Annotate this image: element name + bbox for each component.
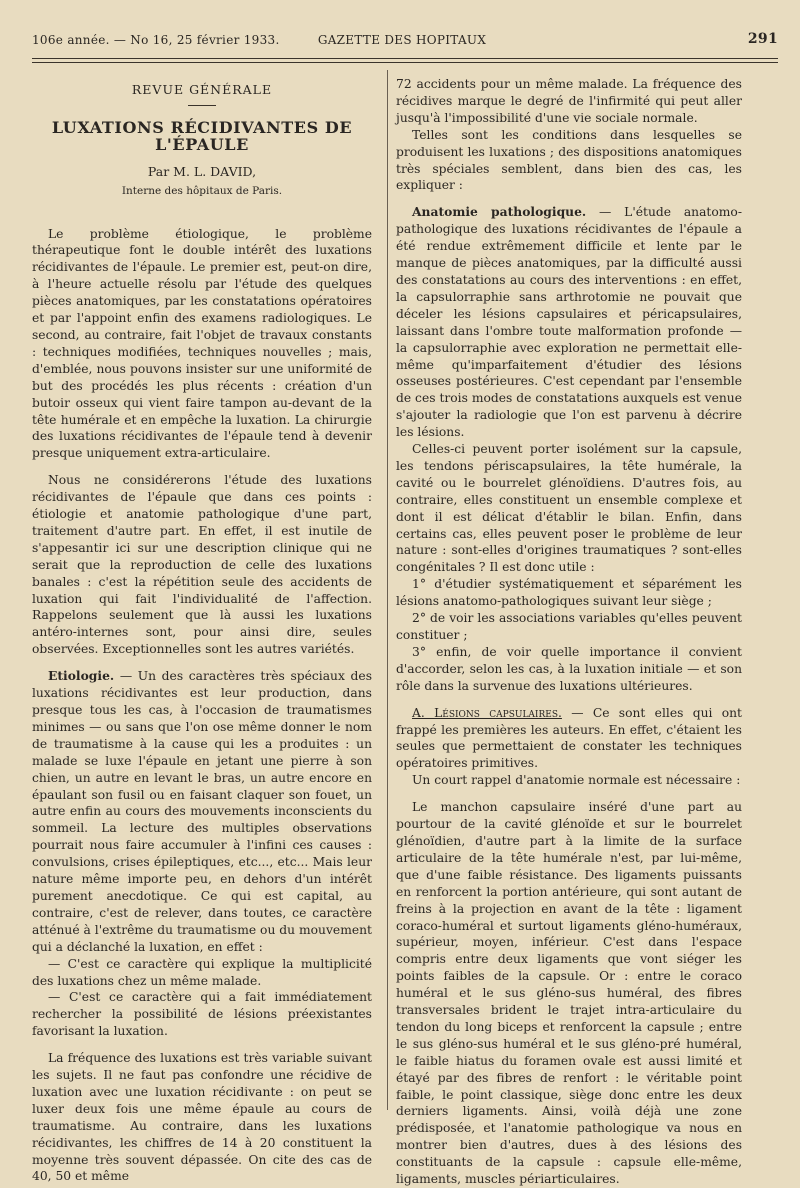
paragraph-text: — C'est ce caractère qui a fait immédiatement rechercher la possibilité de lésions préexistantes favorisant la luxation. [32, 990, 372, 1039]
running-header [32, 33, 778, 51]
paragraph [396, 576, 742, 610]
author-line: Par M. L. DAVID, [147, 163, 257, 179]
paragraph-text: Un court rappel d'anatomie normale est nécessaire : [412, 773, 741, 788]
paragraph [396, 799, 742, 1188]
paragraph-text: La fréquence des luxations est très variable suivant les sujets. Il ne faut pas confondre une récidive de luxation avec une luxation récidivante : on peut se luxer deux fois une même épaule au cours de traumatisme. Au contraire, dans les luxations récidivantes, les chiffres de 14 à 20 constituent la moyenne très souvent dépassée. On cite des cas de 40, 50 et même [32, 1051, 372, 1184]
paragraph-text: — Un des caractères très spéciaux des luxations récidivantes est leur production, dans presque tous les cas, à l'occasion de traumatismes minimes — ou sans que l'on ose même donner le nom de traumatisme à la cause qui les a produites : un malade se luxe l'épaule en jetant une pierre à son chien, un autre en levant le bras, un autre encore en épaulant son fusil ou en faisant claquer son fouet, un autre enfin au cours des mouvements inconscients du sommeil. La lecture des multiples observations pourrait nous faire accumuler à l'infini ces causes : convulsions, crises épileptiques, etc..., etc... Mais leur nature même importe peu, en dehors d'un intérêt purement anecdotique. Ce qui est capital, au contraire, c'est de relever, dans toutes, ce caractère atténué à l'extrême du traumatisme ou du mouvement qui a déclanché la luxation, en effet : [32, 669, 372, 954]
paragraph [396, 644, 742, 695]
section-title: REVUE GÉNÉRALE [131, 82, 273, 97]
section-run-in-heading: Anatomie pathologique. [412, 204, 587, 220]
left-column [32, 76, 372, 1185]
section-run-in-heading: Etiologie. [48, 668, 115, 684]
author-affiliation: Interne des hôpitaux de Paris. [121, 184, 283, 197]
paragraph [32, 956, 372, 990]
paragraph-text: Telles sont les conditions dans lesquelles se produisent les luxations ; des dispositions anatomiques très spéciales semblent, dans bien des cas, les expliquer : [396, 127, 742, 193]
paragraph-text: — Ce sont elles qui ont frappé les premières les auteurs. En effet, c'étaient les seules que permettaient de constater les techniques opératoires primitives. [396, 705, 742, 771]
subsection-heading: A. Lésions capsulaires. [412, 705, 562, 720]
title-rule [188, 105, 216, 106]
paragraph-text: Le problème étiologique, le problème thérapeutique font le double intérêt des luxations récidivantes de l'épaule. Le premier est, peut-on dire, à l'heure actuelle résolu par l'étude des quelques pièces anatomiques, par les constatations opératoires et par l'appoint enfin des examens radiologiques. Le second, au contraire, fait l'objet de travaux constants : techniques modifiées, techniques nouvelles ; mais, d'emblée, nous pouvons insister sur une uniformité de but des procédés les plus récents : création d'un butoir osseux qui vient faire tampon au-devant de la tête humérale et en empêche la luxation. La chirurgie des luxations récidivantes de l'épaule tend à devenir presque uniquement extra-articulaire. [32, 226, 372, 461]
paragraph [32, 1050, 372, 1185]
paragraph [396, 76, 742, 127]
paragraph [396, 610, 742, 644]
column-separator [387, 70, 388, 1110]
paragraph [32, 989, 372, 1040]
paragraph [32, 472, 372, 658]
left-body-text [32, 226, 372, 1186]
paragraph-text: 1° d'étudier systématiquement et séparément les lésions anatomo-pathologiques suivant leur siège ; [396, 577, 742, 609]
header-rule-thin [32, 62, 778, 63]
issue-info: 106e année. — No 16, 25 février 1933. [32, 33, 280, 47]
paragraph [396, 127, 742, 195]
header-rule [32, 58, 778, 59]
paragraph [396, 705, 742, 773]
paragraph-text: Le manchon capsulaire inséré d'une part au pourtour de la cavité glénoïde et sur le bourrelet glénoïdien, d'autre part à la limite de la surface articulaire de la tête humérale n'est, par lui-même, que d'une faible résistance. Des ligaments puissants en renforcent la portion antérieure, qui sont autant de freins à la projection en avant de la tête : ligament coraco-huméral et surtout ligaments gléno-huméraux, supérieur, moyen, inférieur. C'est dans l'espace compris entre deux ligaments que vont siéger les points faibles de la capsule. Or : entre le coraco huméral et le sus gléno-sus huméral, des fibres transversales brident le trajet intra-articulaire du tendon du long biceps et renforcent la capsule ; entre le sus gléno-sus huméral et le sus gléno-pré huméral, le faible hiatus du foramen ovale est aussi limité et étayé par des fibres de renfort : le véritable point faible, le point classique, siège donc entre les deux derniers ligaments. Ainsi, voilà déjà une zone prédisposée, et l'anatomie pathologique va nous en montrer bien d'autres, dues à des lésions des constituants de la capsule : capsule elle-même, ligaments, muscles périarticulaires. [396, 800, 742, 1187]
paragraph-text: 3° enfin, de voir quelle importance il convient d'accorder, selon les cas, à la luxation initiale — et son rôle dans la survenue des luxations ultérieures. [396, 644, 742, 693]
paragraph [396, 441, 742, 576]
paragraph [32, 668, 372, 955]
right-body-text [396, 76, 742, 1188]
paragraph-text: 72 accidents pour un même malade. La fréquence des récidives marque le degré de l'infirmité qui peut aller jusqu'à l'impossibilité d'une vie sociale normale. [396, 77, 742, 125]
paragraph-text: — L'étude anatomo-pathologique des luxations récidivantes de l'épaule a été rendue extrêmement difficile et lente par le manque de pièces anatomiques, par la difficulté aussi des constatations au cours des interventions : en effet, la capsulorraphie sans arthrotomie ne pouvait que déceler les lésions capsulaires et péricapsulaires, laissant dans l'ombre toute malformation profonde — la capsulorraphie avec exploration ne permettait elle-même qu'imparfaitement d'étudier des lésions osseuses postérieures. C'est cependant par l'ensemble de ces trois modes de constatations auxquels est venue s'ajouter la radiologie que l'on est parvenu à décrire les lésions. [396, 205, 742, 440]
page-number: 291 [747, 31, 778, 47]
paragraph-text: 2° de voir les associations variables qu'elles peuvent constituer ; [396, 611, 742, 642]
paragraph [32, 226, 372, 463]
journal-name: GAZETTE DES HOPITAUX [317, 33, 487, 47]
right-column [396, 76, 742, 1188]
paragraph [396, 772, 742, 789]
paragraph-text: Nous ne considérerons l'étude des luxations récidivantes de l'épaule que dans ces points : étiologie et anatomie pathologique d'une part, traitement d'autre part. En effet, il est inutile de s'appesantir ici sur une description clinique qui ne serait que la reproduction de celle des luxations banales : c'est la répétition seule des accidents de luxation qui fait l'individualité de l'affection. Rappelons seulement que là aussi les luxations antéro-internes sont, pour ainsi dire, seules observées. Exceptionnelles sont les autres variétés. [32, 473, 372, 657]
paragraph-text: — C'est ce caractère qui explique la multiplicité des luxations chez un même malade. [32, 956, 372, 988]
paragraph-text: Celles-ci peuvent porter isolément sur la capsule, les tendons périscapsulaires, la tête humérale, la cavité ou le bourrelet glénoïdiens. D'autres fois, au contraire, elles constituent un ensemble complexe et dont il est délicat d'établir le bilan. Enfin, dans certains cas, elles peuvent poser le problème de leur nature : sont-elles d'origines traumatiques ? sont-elles congénitales ? Il est donc utile : [396, 442, 742, 575]
paragraph [396, 204, 742, 441]
article-title: LUXATIONS RÉCIDIVANTES DE L'ÉPAULE [51, 117, 353, 154]
